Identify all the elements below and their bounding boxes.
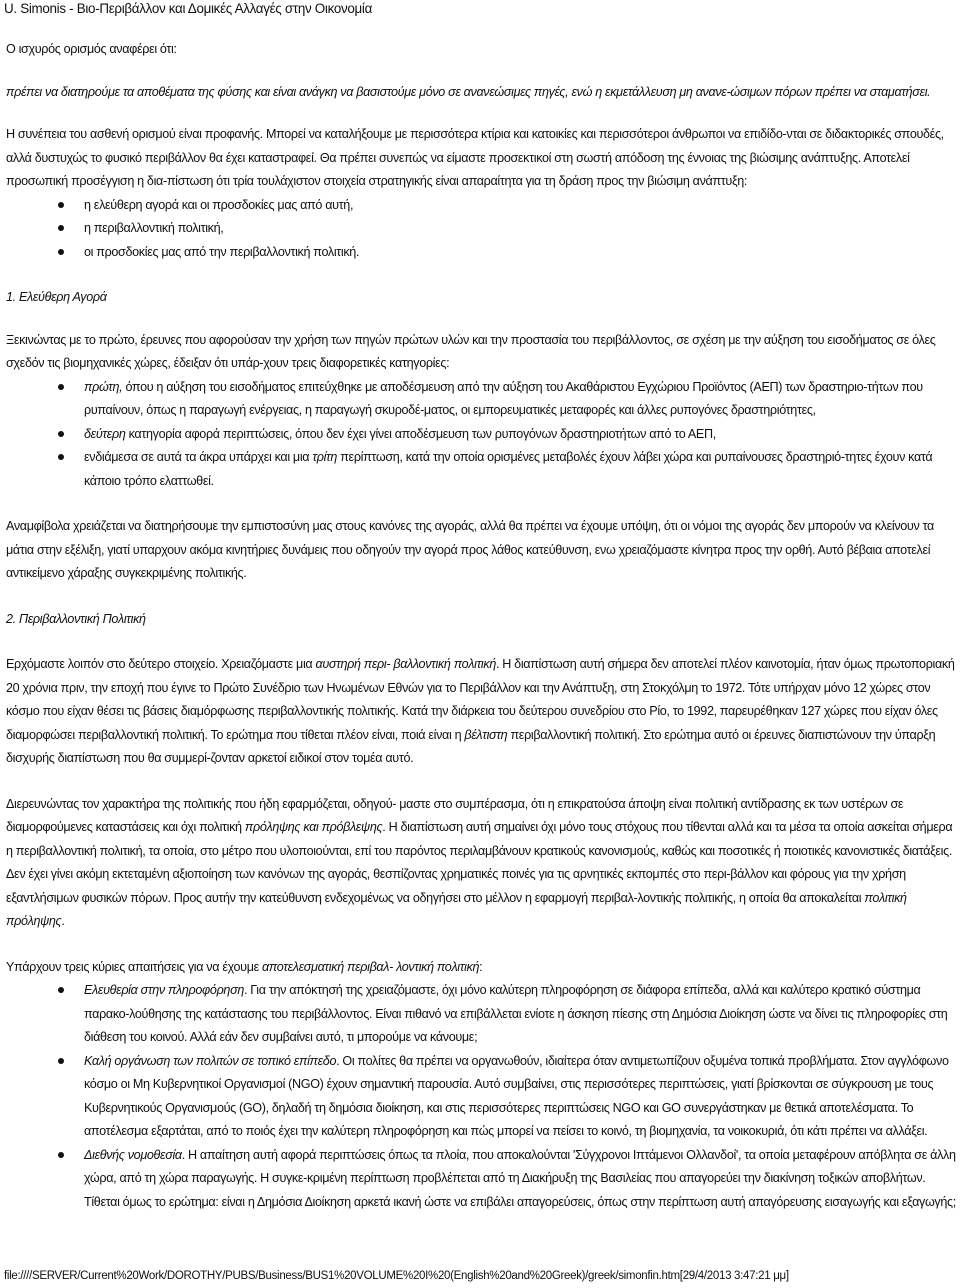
list-item	[6, 1050, 956, 1144]
list-item: οι προσδοκίες μας από την περιβαλλοντική πολιτική.	[6, 241, 956, 265]
document-body	[6, 38, 956, 1214]
list-item-emphasis: Ελευθερία στην πληροφόρηση	[84, 983, 244, 997]
list-item-text: όπου η αύξηση του εισοδήματος επιτεύχθηκε με αποδέσμευση από την αύξηση του Ακαθάριστου Εγχώριου Προϊόντος (ΑΕΠ) των δραστηριο-τήτων που ρυπαίνουν, όπως η παραγωγή ενέργειας, η παραγωγή σκυροδέ-ματος, οι εμπορευματικές μεταφορές και άλλες ρυπογόνες δραστηριότητες,	[84, 379, 923, 417]
list-item	[6, 376, 956, 423]
text-emphasis: αποτελεσματική περιβαλ- λοντική πολιτική	[262, 959, 480, 974]
text-emphasis: αυστηρή περι- βαλλοντική πολιτική	[315, 657, 496, 671]
list-item-text: . Η απαίτηση αυτή αφορά περιπτώσεις όπως τα πλοία, που αποκαλούνται 'Σύγχρονοι Ιπτάμενοι Ολλανδοί', τα οποία μεταφέρουν απόβλητα σε άλλη χώρα, από τη χώρα παραγωγής. Η συγκε-κριμένη περίπτωση προβλέπεται από τη Διακήρυξη της Βασιλείας που απαγορεύει την διακίνηση τοξικών αποβλήτων. Τίθεται όμως το ερώτημα: είναι η Δημόσια Διοίκηση αρκετά ικανή ώστε να επιβάλει απαγορεύσεις, όπως στην περίπτωση αυτή απαγόρευσης εισαγωγής και εξαγωγής;	[84, 1147, 956, 1209]
paragraph-strong-definition-quote: πρέπει να διατηρούμε τα αποθέματα της φύσης και είναι ανάγκη να βασιστούμε μόνο σε ανανεώσιμες πηγές, ενώ η εκμετάλλευση μη ανανε-ώσιμων πόρων πρέπει να σταματήσει.	[6, 84, 931, 99]
text-run: . Η διαπίστωση αυτή σημαίνει όχι μόνο τους στόχους που τίθενται αλλά και τα μέσα τα οποία ασκείται σήμερα η περιβαλλοντική πολιτική, τα οποία, στο μέτρο που υλοποιούνται, επί του παρόντος περιλαμβάνουν κρατικούς κανονισμούς, καθώς και ποσοτικές ή ποιοτικές κανονιστικές διατάξεις. Δεν έχει γίνει ακόμη εκτεταμένη αξιοποίηση των κανόνων της αγοράς, θεσπίζοντας χρηματικές ποινές για τις αρνητικές εκπομπές στο περι-βάλλον και φόρους για την χρήση εξαντλήσιμων φυσικών πόρων. Προς αυτήν την κατεύθυνση ενδεχομένως να οδηγήσει στο μέλλον η εφαρμογή περιβαλ-λοντικής πολιτικής, η οποία θα αποκαλείται	[6, 820, 953, 905]
list-item-text: κατηγορία αφορά περιπτώσεις, όπου δεν έχει γίνει αποδέσμευση των ρυπογόνων δραστηριοτήτων από το ΑΕΠ,	[125, 426, 716, 441]
categories-list	[6, 376, 956, 494]
list-item	[6, 423, 956, 447]
list-item-emphasis: Καλή οργάνωση των πολιτών σε τοπικό επίπεδο	[84, 1053, 337, 1068]
paragraph-market-rules: Αναμφίβολα χρειάζεται να διατηρήσουμε την εμπιστοσύνη μας στους κανόνες της αγοράς, αλλά θα πρέπει να έχουμε υπόψη, ότι οι νόμοι της αγοράς δεν μπορούν να κλείνουν τα μάτια στην εξέλιξη, γιατί υπαρχουν ακόμα κινητήριες δυνάμεις που οδηγούν την αγορά προς λάθος κατεύθυνση, ενω χρειαζόμαστε κίνητρα προς την ορθή. Αυτό βέβαια αποτελεί αντικείμενο χάραξης συγκεκριμένης πολιτικής.	[6, 519, 934, 580]
list-item-emphasis: τρίτη	[312, 450, 338, 464]
list-item	[6, 446, 956, 493]
paragraph-three-requirements	[6, 956, 956, 980]
paragraph-research: Ξεκινώντας με το πρώτο, έρευνες που αφορούσαν την χρήση των πηγών πρώτων υλών και την προστασία του περιβάλλοντος, σε σχέση με την αύξηση του εισοδήματος σε όλες σχεδόν τις βιομηχανικές χώρες, έδειξαν ότι υπάρ-χουν τρεις διαφορετικές κατηγορίες:	[6, 332, 936, 370]
paragraph-strong-definition: Ο ισχυρός ορισμός αναφέρει ότι:	[6, 42, 177, 56]
text-run: Ερχόμαστε λοιπόν στο δεύτερο στοιχείο. Χρειαζόμαστε μια	[6, 657, 316, 671]
text-run: .	[61, 914, 65, 928]
list-item	[6, 1144, 956, 1215]
text-run: Διερευνώντας τον χαρακτήρα της πολιτικής που ήδη εφαρμόζεται, οδηγού- μαστε στο συμπέρασμα, ότι η επικρατούσα άποψη είναι πολιτική αντίδρασης εκ των υστέρων σε διαμορφούμενες καταστάσεις και όχι πολιτική	[6, 796, 904, 834]
text-run: . Η διαπίστωση αυτή σήμερα δεν αποτελεί πλέον καινοτομία, ήταν όμως πρωτοποριακή 20 χρόνια πριν, την εποχή που έγινε το Πρώτο Συνέδριο των Ηνωμένων Εθνών για το Περιβάλλον και την Ανάπτυξη, στη Στοκχόλμη το 1972. Τότε υπήρχαν μόνο 12 χώρες στον κόσμο που είχαν θέσει τις βάσεις διαμόρφωσης περιβαλλοντικής πολιτικής. Κατά την διάρκεια του δεύτερου συνεδρίου στο Ρίο, το 1992, παρευρέθηκαν 127 χώρες που είχαν όλες διαμορφώσει περιβαλλοντική πολιτική. Το ερώτημα που τίθεται πλέον είναι, ποιά είναι η	[6, 657, 955, 742]
paragraph-second-element	[6, 653, 956, 771]
text-emphasis: πρόληψης και πρόβλεψης	[244, 820, 383, 834]
list-item-emphasis: Διεθνής νομοθεσία	[84, 1147, 182, 1162]
list-item-text: . Για την απόκτησή της χρειαζόμαστε, όχι μόνο καλύτερη πληροφόρηση σε διάφορα επίπεδα, αλλά και καλύτερο κρατικό σύστημα παρακο-λούθησης της κατάστασης του περιβάλλοντος. Είναι πιθανό να επιβάλλεται ενίοτε η άσκηση πίεσης στη Δημόσια Διοίκηση ώστε να δίνει τις πληροφορίες στη διάθεση του κοινού. Αλλά εάν δεν συμβαίνει αυτό, τι μπορούμε να κάνουμε;	[84, 983, 948, 1044]
section-title-free-market: 1. Ελεύθερη Αγορά	[6, 290, 107, 304]
text-run: :	[479, 959, 483, 974]
list-item-text: ενδιάμεσα σε αυτά τα άκρα υπάρχει και μια	[84, 450, 313, 464]
list-item-emphasis: πρώτη,	[84, 379, 123, 394]
text-run: περιβαλλοντική πολιτική. Στο ερώτημα αυτό οι έρευνες διαπιστώνουν την ύπαρξη δισχυρής διαπίστωση που θα συμμερί-ζονταν αρκετοί ειδικοί στον τομέα αυτό.	[6, 727, 936, 765]
page-footer-url: file:////SERVER/Current%20Work/DOROTHY/PUBS/Business/BUS1%20VOLUME%20I%20(English%20and%20Greek)/greek/simonfin.htm[29/4/2013 3:47:21 μμ]	[4, 1270, 789, 1282]
text-emphasis: βέλτιστη	[464, 727, 508, 742]
list-item: η ελεύθερη αγορά και οι προσδοκίες μας από αυτή,	[6, 194, 956, 218]
list-item: η περιβαλλοντική πολιτική,	[6, 217, 956, 241]
text-run: Υπάρχουν τρεις κύριες απαιτήσεις για να έχουμε	[6, 959, 263, 974]
paragraph-weak-definition: Η συνέπεια του ασθενή ορισμού είναι προφανής. Μπορεί να καταλήξουμε με περισσότερα κτίρια και κατοικίες και περισσότεροι άνθρωποι να επιδίδο-νται σε διδακτορικές σπουδές, αλλά δυστυχώς το φυσικό περιβάλλον θα έχει καταστραφεί. Θα πρέπει συνεπώς να είμαστε προσεκτικοί στη σωστή απόδοση της έννοιας της βιώσιμης ανάπτυξης. Αποτελεί προσωπική προσέγγιση η δια-πίστωση ότι τρία τουλάχιστον στοιχεία στρατηγικής είναι απαραίτητα για τη δράση προς την βιώσιμη ανάπτυξη:	[6, 127, 944, 188]
list-item-text: . Οι πολίτες θα πρέπει να οργανωθούν, ιδιαίτερα όταν αντιμετωπίζουν οξυμένα τοπικά προβλήματα. Στον αγγλόφωνο κόσμο οι Μη Κυβερνητικοί Οργανισμοί (NGO) έχουν σημαντική παρουσία. Αυτό συμβαίνει, στις περισσότερες περιπτώσεις, γιατί βρίσκονται σε σύγκρουση με τους Κυβερνητικούς Οργανισμούς (GO), δηλαδή τη δημόσια διοίκηση, και στις περισσότερες περιπτώσεις NGO και GO συνεργάστηκαν με θετικά αποτελέσματα. Το αποτέλεσμα εξαρτάται, από το ποιός έχει την καλύτερη πληροφόρηση και πώς μπορεί να πείσει το κοινό, τη βιομηχανία, τα νοικοκυριά, ότι κάτι πρέπει να αλλάξει.	[84, 1053, 949, 1138]
text-emphasis: πολιτική πρόληψης	[6, 890, 907, 928]
list-item-text: περίπτωση, κατά την οποία ορισμένες μεταβολές έχουν λάβει χώρα και ρυπαίνουσες δραστηριό-τητες έχουν κατά κάποιο τρόπο ελαττωθεί.	[84, 450, 933, 488]
requirements-list	[6, 979, 956, 1214]
section-title-environmental-policy: 2. Περιβαλλοντική Πολιτική	[6, 611, 146, 626]
page-header: U. Simonis - Βιο-Περιβάλλον και Δομικές Αλλαγές στην Οικονομία	[4, 1, 373, 16]
list-item	[6, 979, 956, 1050]
list-item-emphasis: δεύτερη	[84, 426, 126, 441]
paragraph-policy-character	[6, 793, 956, 934]
strategy-elements-list	[6, 194, 956, 265]
